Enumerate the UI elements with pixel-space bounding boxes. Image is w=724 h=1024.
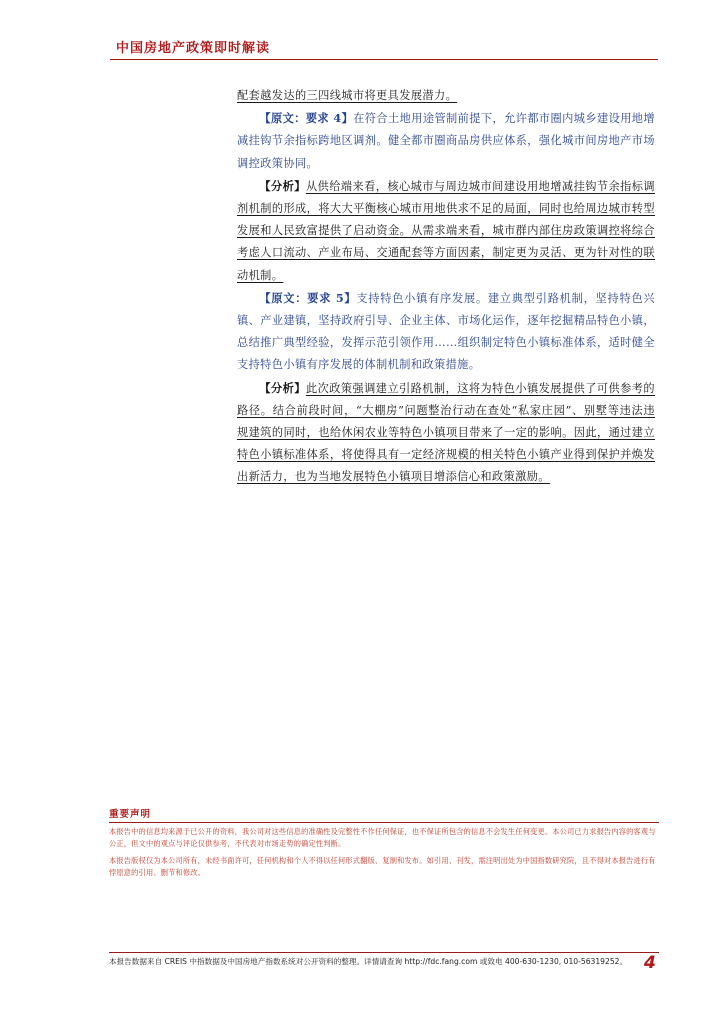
paragraph-analysis-5 [237,377,655,489]
paragraph-text: 从供给端来看，核心城市与周边城市间建设用地增减挂钩节余指标调剂机制的形成，将大大平衡核心城市用地供求不足的局面，同时也给周边城市转型发展和人民致富提供了启动资金。从需求端来看，城市群内部住房政策调控将综合考虑人口流动、产业布局、交通配套等方面因素，制定更为灵活、更为针对性的联动机制。 [237,179,655,282]
paragraph-lead: 【分析】 [259,380,306,395]
paragraph-lead: 【原文：要求 4】 [259,111,354,126]
paragraph-original-4 [237,107,655,175]
notice-body [109,826,659,884]
paragraph-analysis-4 [237,175,655,287]
report-series-title: 中国房地产政策即时解读 [116,41,271,56]
notice-paragraph: 本报告版权仅为本公司所有，未经书面许可，任何机构和个人不得以任何形式翻版、复制和发布。如引用、刊发，需注明出处为中国指数研究院，且不得对本报告进行有悖原意的引用、删节和修改。 [109,856,656,877]
notice-title: 重要声明 [109,809,152,820]
paragraph-text: 此次政策强调建立引路机制，这将为特色小镇发展提供了可供参考的路径。结合前段时间，“大棚房”问题整治行动在查处“私家庄园”、别墅等违法违规建筑的同时，也给休闲农业等特色小镇项目带来了一定的影响。因此，通过建立特色小镇标准体系，将使得具有一定经济规模的相关特色小镇产业得到保护并焕发出新活力，也为当地发展特色小镇项目增添信心和政策激励。 [237,381,655,484]
important-notice-header [109,806,659,823]
paragraph-lead: 【原文：要求 5】 [259,290,357,305]
paragraph-continuation [237,85,655,107]
paragraph-text: 支持特色小镇有序发展。建立典型引路机制，坚持特色兴镇、产业建镇，坚持政府引导、企业主体、市场化运作，逐年挖掘精品特色小镇，总结推广典型经验，发挥示范引领作用……组织制定特色小镇标准体系，适时健全支持特色小镇有序发展的体制机制和政策措施。 [237,291,655,372]
paragraph-lead: 【分析】 [259,178,306,193]
notice-paragraph: 本报告中的信息均来源于已公开的资料，我公司对这些信息的准确性及完整性不作任何保证，也不保证所包含的信息不会发生任何变更。本公司已力求报告内容的客观与公正，但文中的观点与评论仅供参考，不代表对市场走势的确定性判断。 [109,827,656,848]
footer-source-text: 本报告数据来自 CREIS 中指数据及中国房地产指数系统对公开资料的整理。详情请查询 http://fdc.fang.com 或致电 400-630-1230, 010-56319252。 [109,957,628,966]
paragraph-original-5 [237,287,655,377]
main-content [237,85,655,489]
footer-divider [109,952,659,953]
page-header [110,34,658,60]
paragraph-text: 在符合土地用途管制前提下，允许都市圈内城乡建设用地增减挂钩节余指标跨地区调剂。健全都市圈商品房供应体系，强化城市间房地产市场调控政策协同。 [237,112,656,170]
paragraph-text: 配套越发达的三四线城市将更具发展潜力。 [237,89,458,102]
page-number: 4 [644,953,656,973]
